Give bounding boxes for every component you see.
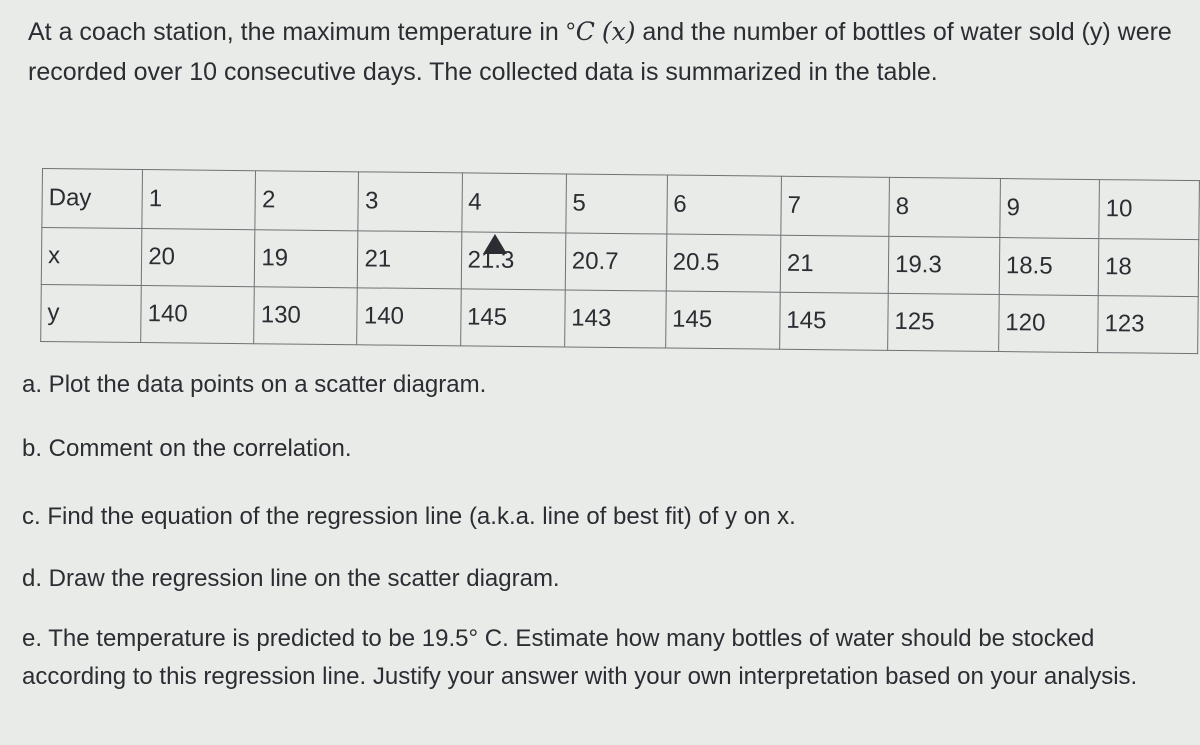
table-cell: 18.5 (999, 238, 1099, 296)
table-cell: 7 (781, 176, 890, 236)
row-label: x (41, 228, 142, 286)
question-b: b. Comment on the correlation. (22, 435, 352, 462)
table-cell: 19 (255, 230, 359, 288)
table-cell: 21.3 (461, 232, 566, 290)
problem-intro (28, 12, 1188, 92)
table-cell: 125 (888, 293, 999, 351)
table-cell: 20 (141, 229, 255, 287)
row-label: y (41, 284, 142, 342)
table-cell: 20.7 (565, 233, 666, 291)
table-cell: 10 (1099, 180, 1200, 240)
table-cell: 8 (889, 177, 1001, 237)
intro-text-part2: and the number of bottles of water sold (y) were recorded over 10 consecutive days. The collected data is summarized in the table. (28, 18, 1172, 86)
table-row (41, 284, 1199, 353)
cursor-arrow-icon (483, 234, 507, 254)
table-cell: 21 (780, 235, 889, 293)
table-cell: 9 (1000, 179, 1100, 239)
table-cell: 3 (358, 172, 462, 232)
table-cell: 130 (254, 287, 358, 345)
question-a: a. Plot the data points on a scatter diagram. (22, 371, 487, 398)
table-cell: 140 (357, 288, 461, 346)
question-e: e. The temperature is predicted to be 19.5° C. Estimate how many bottles of water should be stocked according to this regression line. Justify your answer with your own interpretation based on your analysis. (22, 625, 1138, 690)
table-cell: 6 (666, 175, 781, 235)
table-cell: 145 (665, 291, 780, 349)
table-cell: 145 (460, 289, 565, 347)
table-cell: 2 (255, 171, 359, 231)
table-cell: 145 (780, 292, 889, 350)
table-cell: 120 (999, 295, 1099, 353)
table-cell: 143 (564, 290, 665, 348)
data-table (40, 168, 1200, 354)
table-cell: 19.3 (888, 236, 999, 294)
question-c: c. Find the equation of the regression line (a.k.a. line of best fit) of y on x. (22, 503, 796, 530)
question-d: d. Draw the regression line on the scatter diagram. (22, 565, 560, 592)
table-cell: 1 (142, 170, 256, 230)
table-cell: 123 (1098, 296, 1198, 354)
table-cell: 21 (358, 231, 462, 289)
table-cell: 5 (566, 174, 667, 234)
table-cell: 4 (461, 173, 566, 233)
x-variable: (x) (601, 17, 636, 46)
table-cell: 18 (1098, 239, 1198, 297)
row-label: Day (42, 169, 143, 229)
table-cell: 140 (141, 286, 255, 344)
intro-text-part1: At a coach station, the maximum temperature in ° (28, 18, 576, 46)
celsius-symbol: C (575, 17, 595, 46)
table-cell: 20.5 (666, 234, 781, 292)
